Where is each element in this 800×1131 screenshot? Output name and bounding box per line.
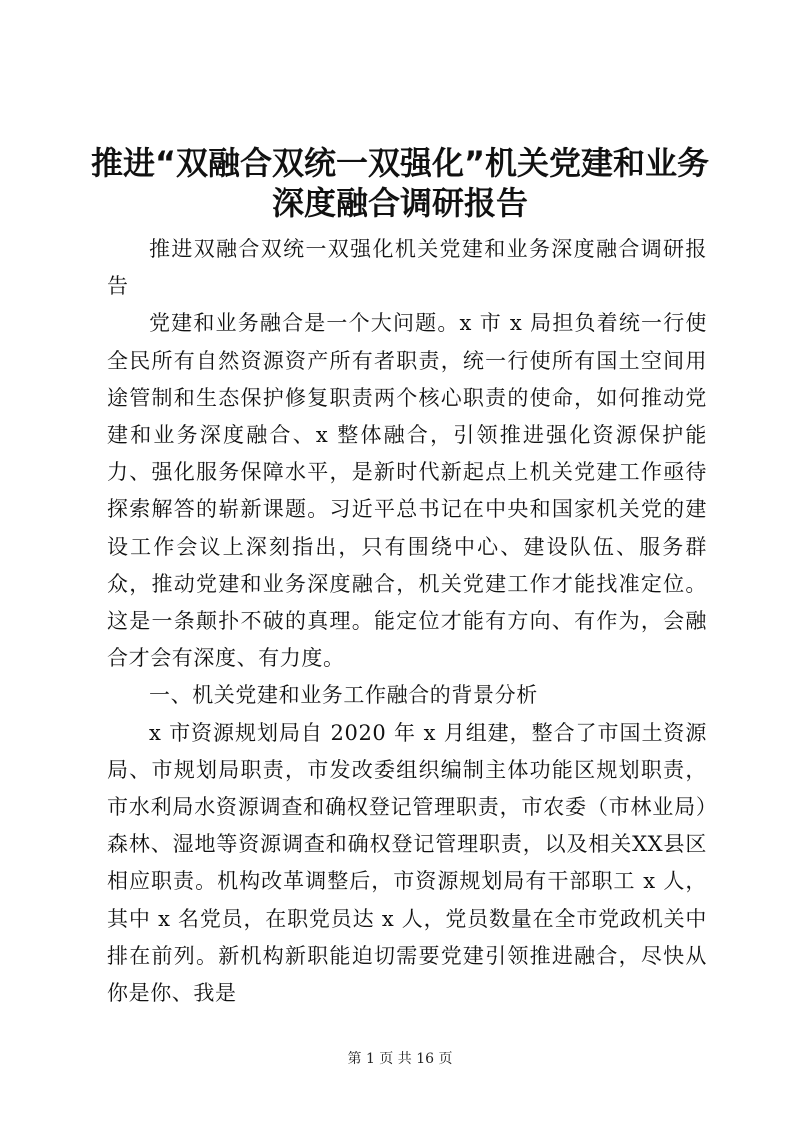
document-title-line-1: 推进“双融合双统一双强化”机关党建和业务 (90, 144, 710, 182)
document-title-line-2: 深度融合调研报告 (271, 184, 528, 222)
document-body (107, 231, 707, 1012)
page-number-footer: 第 1 页 共 16 页 (347, 1051, 453, 1067)
paragraph-subtitle: 推进双融合双统一双强化机关党建和业务深度融合调研报告 (107, 237, 707, 299)
section-heading-1: 一、机关党建和业务工作融合的背景分析 (149, 683, 538, 708)
paragraph-intro: 党建和业务融合是一个大问题。x 市 x 局担负着统一行使全民所有自然资源资产所有者职责，统一行使所有国土空间用途管制和生态保护修复职责两个核心职责的使命，如何推动党建和业务深度融合、x 整体融合，引领推进强化资源保护能力、强化服务保障水平，是新时代新起点上机关党建工作亟待探索解答的崭新课题。习近平总书记在中央和国家机关党的建设工作会议上深刻指出，只有围绕中心、建设队伍、服务群众，推动党建和业务深度融合，机关党建工作才能找准定位。这是一条颠扑不破的真理。能定位才能有方向、有作为，会融合才会有深度、有力度。 (107, 311, 707, 671)
paragraph-background: x 市资源规划局自 2020 年 x 月组建，整合了市国土资源局、市规划局职责，市发改委组织编制主体功能区规划职责，市水利局水资源调查和确权登记管理职责，市农委（市林业局）森林、湿地等资源调查和确权登记管理职责，以及相关XX县区相应职责。机构改革调整后，市资源规划局有干部职工 x 人，其中 x 名党员，在职党员达 x 人，党员数量在全市党政机关中排在前列。新机构新职能迫切需要党建引领推进融合，尽快从你是你、我是 (107, 720, 707, 1006)
